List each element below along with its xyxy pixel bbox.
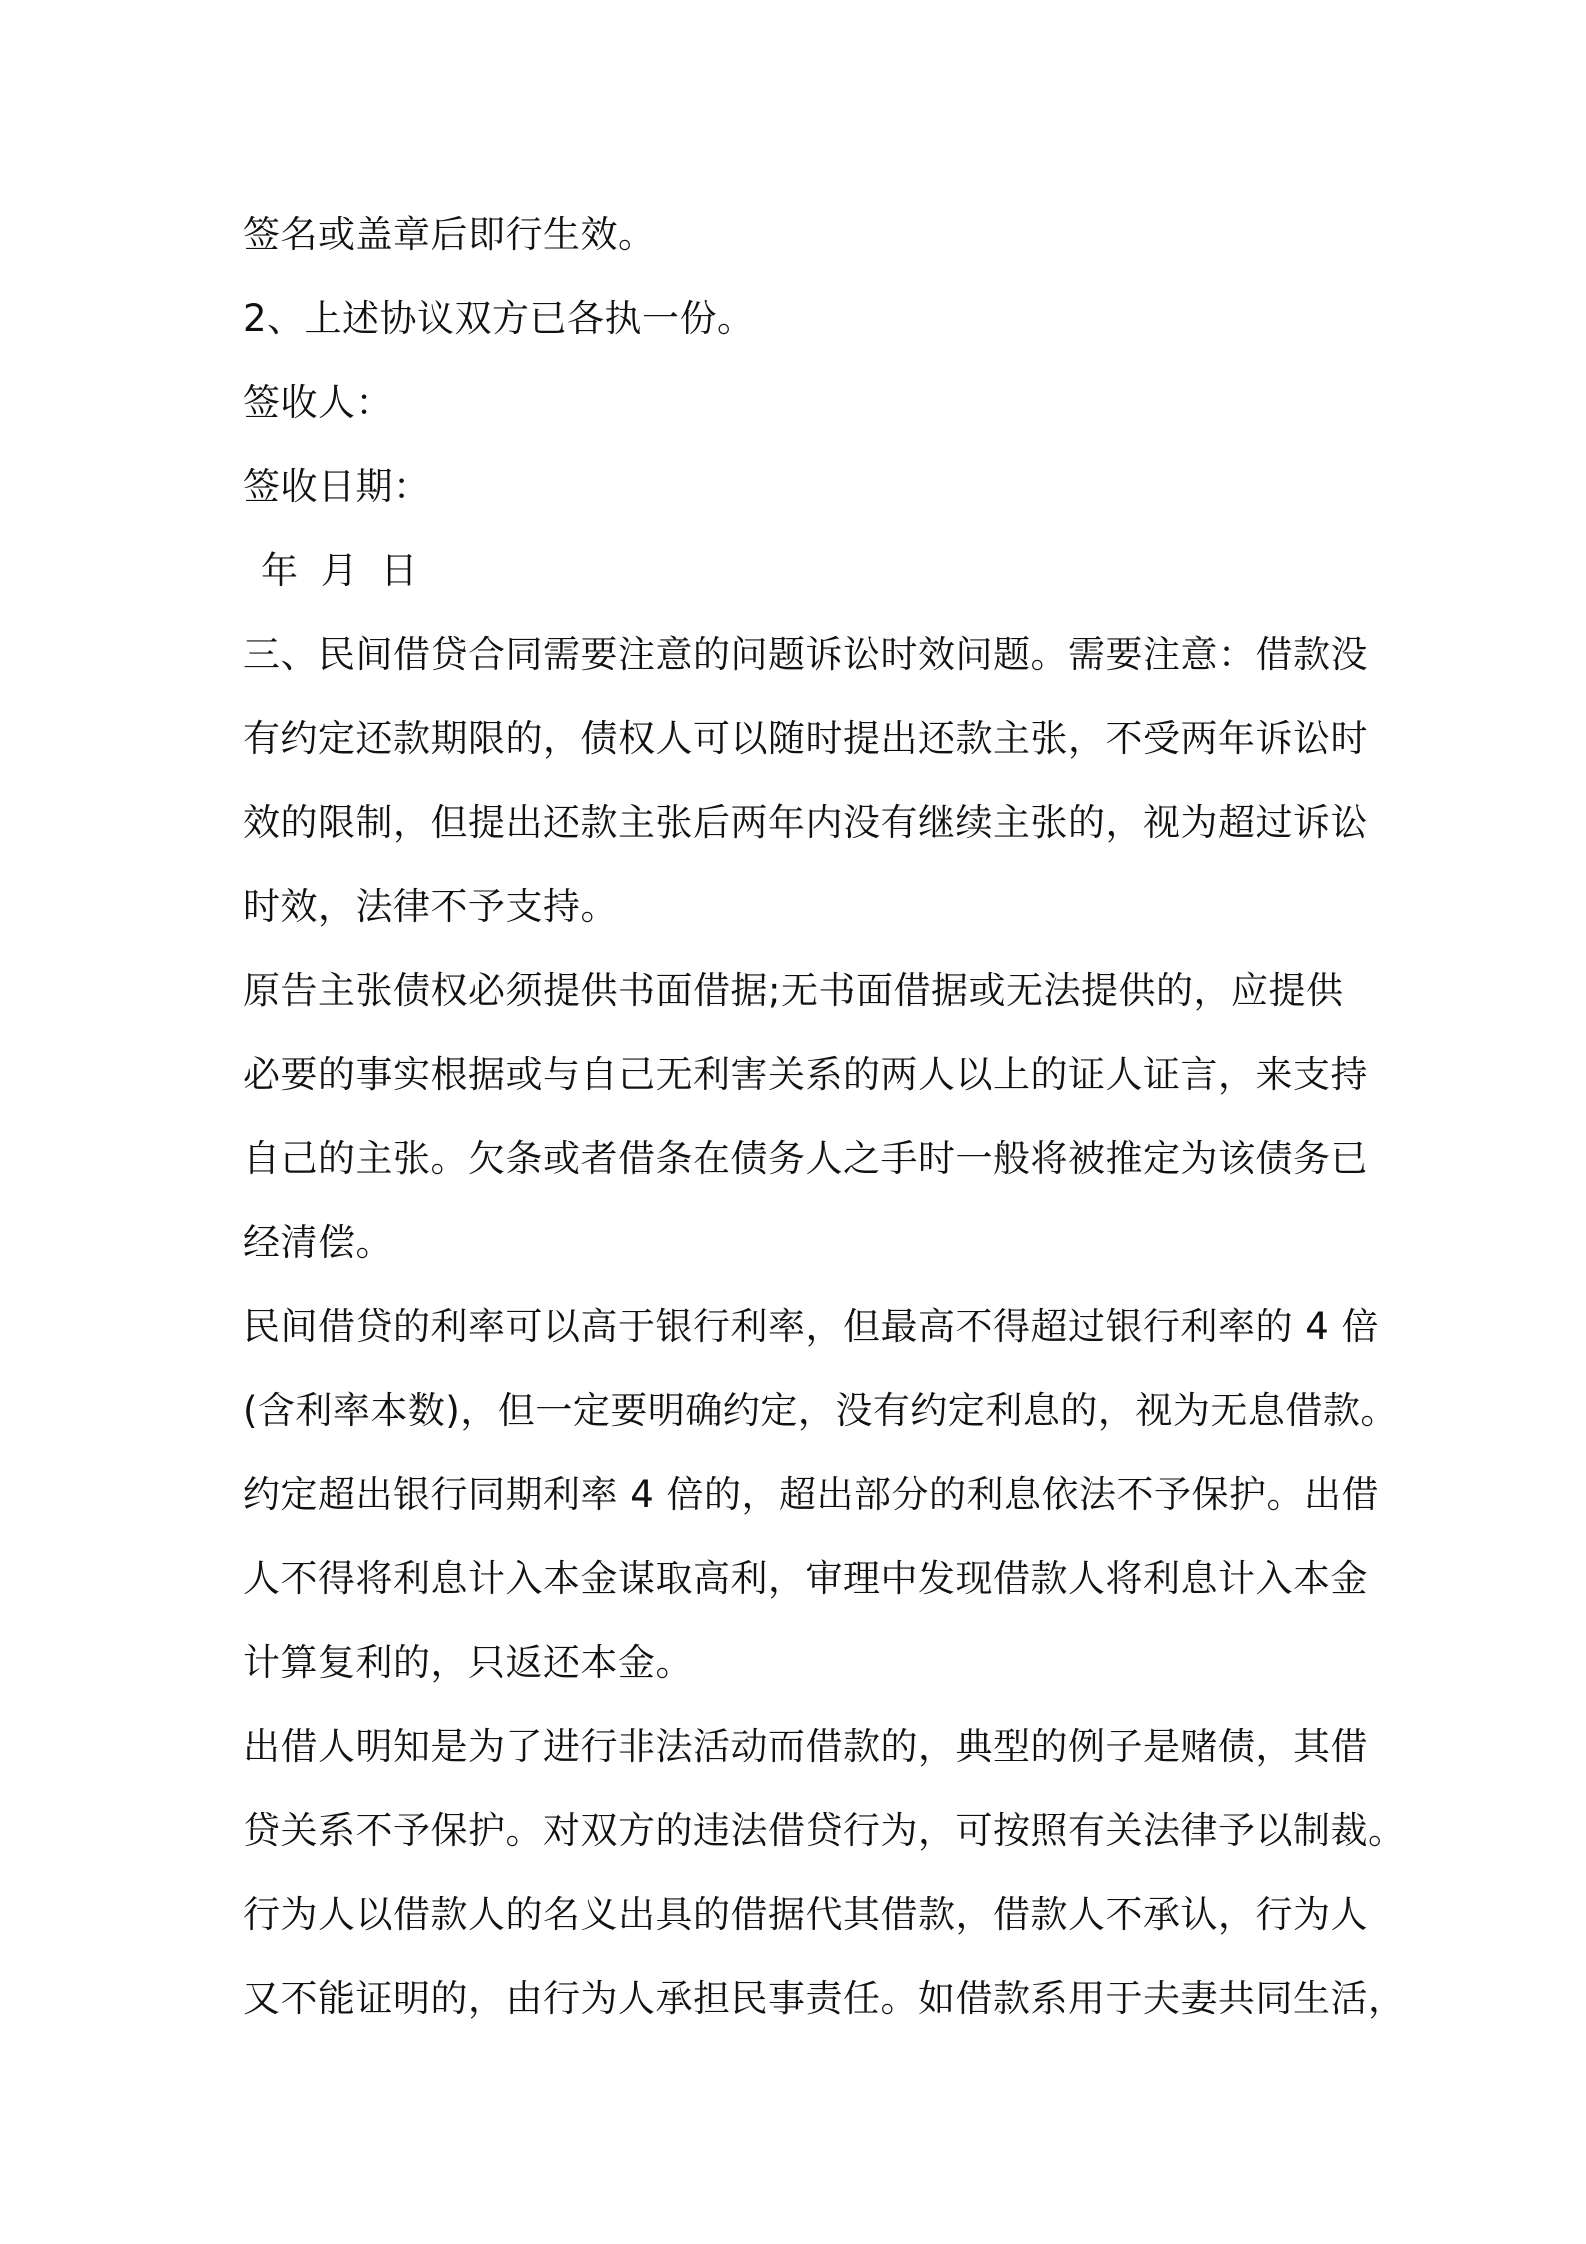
text-line: 必要的事实根据或与自己无利害关系的两人以上的证人证言，来支持 xyxy=(243,1053,1368,1096)
text-line: 原告主张债权必须提供书面借据;无书面借据或无法提供的，应提供 xyxy=(243,969,1344,1012)
text-line: 签收人： xyxy=(243,381,393,424)
text-line: 出借人明知是为了进行非法活动而借款的，典型的例子是赌债，其借 xyxy=(243,1725,1368,1768)
text-line: 签名或盖章后即行生效。 xyxy=(243,213,656,256)
text-line: 贷关系不予保护。对双方的违法借贷行为，可按照有关法律予以制裁。 xyxy=(243,1809,1406,1852)
text-line: 三、民间借贷合同需要注意的问题诉讼时效问题。需要注意：借款没 xyxy=(243,633,1368,676)
text-line: 有约定还款期限的，债权人可以随时提出还款主张，不受两年诉讼时 xyxy=(243,717,1368,760)
text-line: 时效，法律不予支持。 xyxy=(243,885,618,928)
text-line: (含利率本数)，但一定要明确约定，没有约定利息的，视为无息借款。 xyxy=(243,1389,1398,1432)
document-body xyxy=(243,193,1406,2041)
text-line: 经清偿。 xyxy=(243,1221,393,1264)
text-line: 民间借贷的利率可以高于银行利率，但最高不得超过银行利率的 4 倍 xyxy=(243,1305,1380,1348)
text-line: 又不能证明的，由行为人承担民事责任。如借款系用于夫妻共同生活， xyxy=(243,1977,1406,2020)
text-line: 2、上述协议双方已各执一份。 xyxy=(243,297,755,340)
text-line: 计算复利的，只返还本金。 xyxy=(243,1641,693,1684)
text-line: 签收日期： xyxy=(243,465,431,508)
text-line: 人不得将利息计入本金谋取高利，审理中发现借款人将利息计入本金 xyxy=(243,1557,1368,1600)
text-line: 效的限制，但提出还款主张后两年内没有继续主张的，视为超过诉讼 xyxy=(243,801,1368,844)
text-line: 约定超出银行同期利率 4 倍的，超出部分的利息依法不予保护。出借 xyxy=(243,1473,1380,1516)
text-line: 自己的主张。欠条或者借条在债务人之手时一般将被推定为该债务已 xyxy=(243,1137,1368,1180)
date-placeholder-line: 年 月 日 xyxy=(261,549,419,592)
text-line: 行为人以借款人的名义出具的借据代其借款，借款人不承认，行为人 xyxy=(243,1893,1368,1936)
